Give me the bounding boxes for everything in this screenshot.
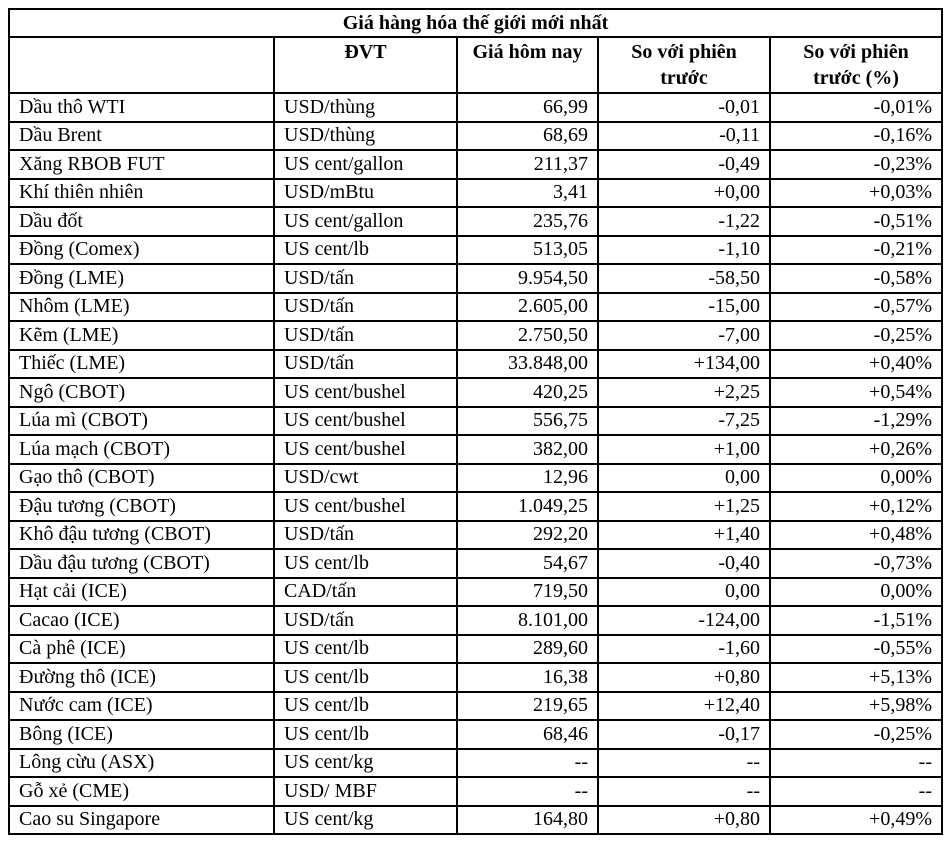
table-row — [9, 407, 942, 436]
unit-cell: USD/tấn — [274, 606, 457, 635]
table-row — [9, 521, 942, 550]
commodity-name-cell: Gỗ xẻ (CME) — [9, 777, 274, 806]
price-today-cell: 68,69 — [457, 122, 598, 151]
change-pct-cell: -0,01% — [770, 93, 942, 122]
header-commodity — [9, 37, 274, 93]
unit-cell: US cent/kg — [274, 749, 457, 778]
change-cell: +0,80 — [598, 663, 770, 692]
change-cell: 0,00 — [598, 464, 770, 493]
table-title: Giá hàng hóa thế giới mới nhất — [9, 9, 942, 37]
price-today-cell: 2.750,50 — [457, 321, 598, 350]
unit-cell: USD/ MBF — [274, 777, 457, 806]
change-pct-cell: +0,03% — [770, 179, 942, 208]
change-pct-cell: +0,26% — [770, 435, 942, 464]
change-cell: -0,49 — [598, 150, 770, 179]
change-pct-cell: +0,54% — [770, 378, 942, 407]
price-today-cell: 289,60 — [457, 635, 598, 664]
change-pct-cell: -0,51% — [770, 207, 942, 236]
commodity-name-cell: Lông cừu (ASX) — [9, 749, 274, 778]
unit-cell: USD/thùng — [274, 122, 457, 151]
header-price-today: Giá hôm nay — [457, 37, 598, 93]
table-row — [9, 578, 942, 607]
commodity-name-cell: Hạt cải (ICE) — [9, 578, 274, 607]
header-unit: ĐVT — [274, 37, 457, 93]
change-pct-cell: -0,25% — [770, 720, 942, 749]
commodity-name-cell: Dầu thô WTI — [9, 93, 274, 122]
price-today-cell: 211,37 — [457, 150, 598, 179]
change-cell: -1,60 — [598, 635, 770, 664]
unit-cell: US cent/bushel — [274, 435, 457, 464]
commodity-name-cell: Đồng (LME) — [9, 264, 274, 293]
table-row — [9, 179, 942, 208]
price-today-cell: 292,20 — [457, 521, 598, 550]
table-row — [9, 122, 942, 151]
price-today-cell: 719,50 — [457, 578, 598, 607]
change-cell: 0,00 — [598, 578, 770, 607]
table-row — [9, 150, 942, 179]
header-row — [9, 37, 942, 93]
commodity-name-cell: Đồng (Comex) — [9, 236, 274, 265]
change-pct-cell: -- — [770, 749, 942, 778]
change-cell: -0,01 — [598, 93, 770, 122]
unit-cell: US cent/lb — [274, 692, 457, 721]
change-pct-cell: +0,49% — [770, 806, 942, 835]
change-pct-cell: +5,98% — [770, 692, 942, 721]
commodity-name-cell: Khô đậu tương (CBOT) — [9, 521, 274, 550]
table-row — [9, 93, 942, 122]
table-row — [9, 549, 942, 578]
commodity-name-cell: Thiếc (LME) — [9, 350, 274, 379]
commodity-name-cell: Cà phê (ICE) — [9, 635, 274, 664]
change-pct-cell: -0,55% — [770, 635, 942, 664]
unit-cell: US cent/lb — [274, 720, 457, 749]
header-change-vs-prev: So với phiên trước — [598, 37, 770, 93]
change-pct-cell: +0,40% — [770, 350, 942, 379]
price-today-cell: 382,00 — [457, 435, 598, 464]
unit-cell: USD/cwt — [274, 464, 457, 493]
table-row — [9, 207, 942, 236]
unit-cell: USD/tấn — [274, 293, 457, 322]
unit-cell: USD/tấn — [274, 350, 457, 379]
change-pct-cell: -1,51% — [770, 606, 942, 635]
change-pct-cell: 0,00% — [770, 464, 942, 493]
change-cell: -- — [598, 749, 770, 778]
change-cell: -15,00 — [598, 293, 770, 322]
commodity-name-cell: Dầu đậu tương (CBOT) — [9, 549, 274, 578]
commodity-name-cell: Bông (ICE) — [9, 720, 274, 749]
table-row — [9, 749, 942, 778]
price-today-cell: 33.848,00 — [457, 350, 598, 379]
change-pct-cell: -0,21% — [770, 236, 942, 265]
commodity-name-cell: Lúa mạch (CBOT) — [9, 435, 274, 464]
change-cell: -1,22 — [598, 207, 770, 236]
commodity-name-cell: Đường thô (ICE) — [9, 663, 274, 692]
change-pct-cell: -0,57% — [770, 293, 942, 322]
change-cell: -7,00 — [598, 321, 770, 350]
commodity-name-cell: Đậu tương (CBOT) — [9, 492, 274, 521]
table-row — [9, 435, 942, 464]
change-cell: +0,80 — [598, 806, 770, 835]
unit-cell: US cent/bushel — [274, 378, 457, 407]
change-cell: -1,10 — [598, 236, 770, 265]
price-today-cell: 556,75 — [457, 407, 598, 436]
unit-cell: US cent/gallon — [274, 207, 457, 236]
price-today-cell: 513,05 — [457, 236, 598, 265]
table-row — [9, 378, 942, 407]
table-row — [9, 321, 942, 350]
commodity-price-table — [8, 8, 943, 835]
change-cell: -0,17 — [598, 720, 770, 749]
commodity-name-cell: Nước cam (ICE) — [9, 692, 274, 721]
change-pct-cell: +0,48% — [770, 521, 942, 550]
price-today-cell: 164,80 — [457, 806, 598, 835]
price-today-cell: 2.605,00 — [457, 293, 598, 322]
unit-cell: US cent/bushel — [274, 407, 457, 436]
unit-cell: USD/tấn — [274, 321, 457, 350]
change-cell: +2,25 — [598, 378, 770, 407]
table-row — [9, 293, 942, 322]
price-today-cell: 3,41 — [457, 179, 598, 208]
commodity-name-cell: Cacao (ICE) — [9, 606, 274, 635]
unit-cell: US cent/gallon — [274, 150, 457, 179]
table-row — [9, 635, 942, 664]
price-today-cell: -- — [457, 777, 598, 806]
change-cell: +12,40 — [598, 692, 770, 721]
table-row — [9, 606, 942, 635]
commodity-name-cell: Ngô (CBOT) — [9, 378, 274, 407]
commodity-name-cell: Dầu Brent — [9, 122, 274, 151]
table-row — [9, 350, 942, 379]
price-today-cell: 235,76 — [457, 207, 598, 236]
table-row — [9, 663, 942, 692]
change-cell: +1,00 — [598, 435, 770, 464]
change-pct-cell: -0,58% — [770, 264, 942, 293]
header-change-vs-prev-pct: So với phiên trước (%) — [770, 37, 942, 93]
change-pct-cell: -0,73% — [770, 549, 942, 578]
commodity-name-cell: Xăng RBOB FUT — [9, 150, 274, 179]
table-row — [9, 720, 942, 749]
change-pct-cell: -0,16% — [770, 122, 942, 151]
table-row — [9, 492, 942, 521]
unit-cell: USD/thùng — [274, 93, 457, 122]
table-row — [9, 236, 942, 265]
unit-cell: USD/tấn — [274, 264, 457, 293]
change-pct-cell: -- — [770, 777, 942, 806]
unit-cell: US cent/lb — [274, 549, 457, 578]
change-cell: +0,00 — [598, 179, 770, 208]
change-pct-cell: -0,23% — [770, 150, 942, 179]
unit-cell: US cent/lb — [274, 635, 457, 664]
price-today-cell: 219,65 — [457, 692, 598, 721]
unit-cell: USD/mBtu — [274, 179, 457, 208]
change-cell: -0,40 — [598, 549, 770, 578]
unit-cell: US cent/kg — [274, 806, 457, 835]
change-cell: -7,25 — [598, 407, 770, 436]
price-today-cell: 54,67 — [457, 549, 598, 578]
change-cell: +1,25 — [598, 492, 770, 521]
price-today-cell: 1.049,25 — [457, 492, 598, 521]
price-today-cell: 66,99 — [457, 93, 598, 122]
change-cell: -58,50 — [598, 264, 770, 293]
commodity-name-cell: Gạo thô (CBOT) — [9, 464, 274, 493]
price-today-cell: 12,96 — [457, 464, 598, 493]
commodity-name-cell: Cao su Singapore — [9, 806, 274, 835]
price-today-cell: 9.954,50 — [457, 264, 598, 293]
commodity-name-cell: Khí thiên nhiên — [9, 179, 274, 208]
change-cell: -0,11 — [598, 122, 770, 151]
table-row — [9, 264, 942, 293]
change-pct-cell: -0,25% — [770, 321, 942, 350]
commodity-name-cell: Lúa mì (CBOT) — [9, 407, 274, 436]
unit-cell: USD/tấn — [274, 521, 457, 550]
commodity-name-cell: Dầu đốt — [9, 207, 274, 236]
change-pct-cell: -1,29% — [770, 407, 942, 436]
unit-cell: US cent/lb — [274, 663, 457, 692]
change-cell: -- — [598, 777, 770, 806]
title-row — [9, 9, 942, 37]
table-body — [9, 93, 942, 834]
unit-cell: US cent/lb — [274, 236, 457, 265]
table-row — [9, 777, 942, 806]
change-pct-cell: +0,12% — [770, 492, 942, 521]
table-row — [9, 464, 942, 493]
price-today-cell: -- — [457, 749, 598, 778]
change-cell: +134,00 — [598, 350, 770, 379]
table-row — [9, 692, 942, 721]
change-cell: +1,40 — [598, 521, 770, 550]
change-pct-cell: 0,00% — [770, 578, 942, 607]
unit-cell: CAD/tấn — [274, 578, 457, 607]
change-cell: -124,00 — [598, 606, 770, 635]
unit-cell: US cent/bushel — [274, 492, 457, 521]
price-today-cell: 420,25 — [457, 378, 598, 407]
table-row — [9, 806, 942, 835]
price-today-cell: 8.101,00 — [457, 606, 598, 635]
price-today-cell: 16,38 — [457, 663, 598, 692]
price-today-cell: 68,46 — [457, 720, 598, 749]
commodity-name-cell: Kẽm (LME) — [9, 321, 274, 350]
change-pct-cell: +5,13% — [770, 663, 942, 692]
commodity-name-cell: Nhôm (LME) — [9, 293, 274, 322]
